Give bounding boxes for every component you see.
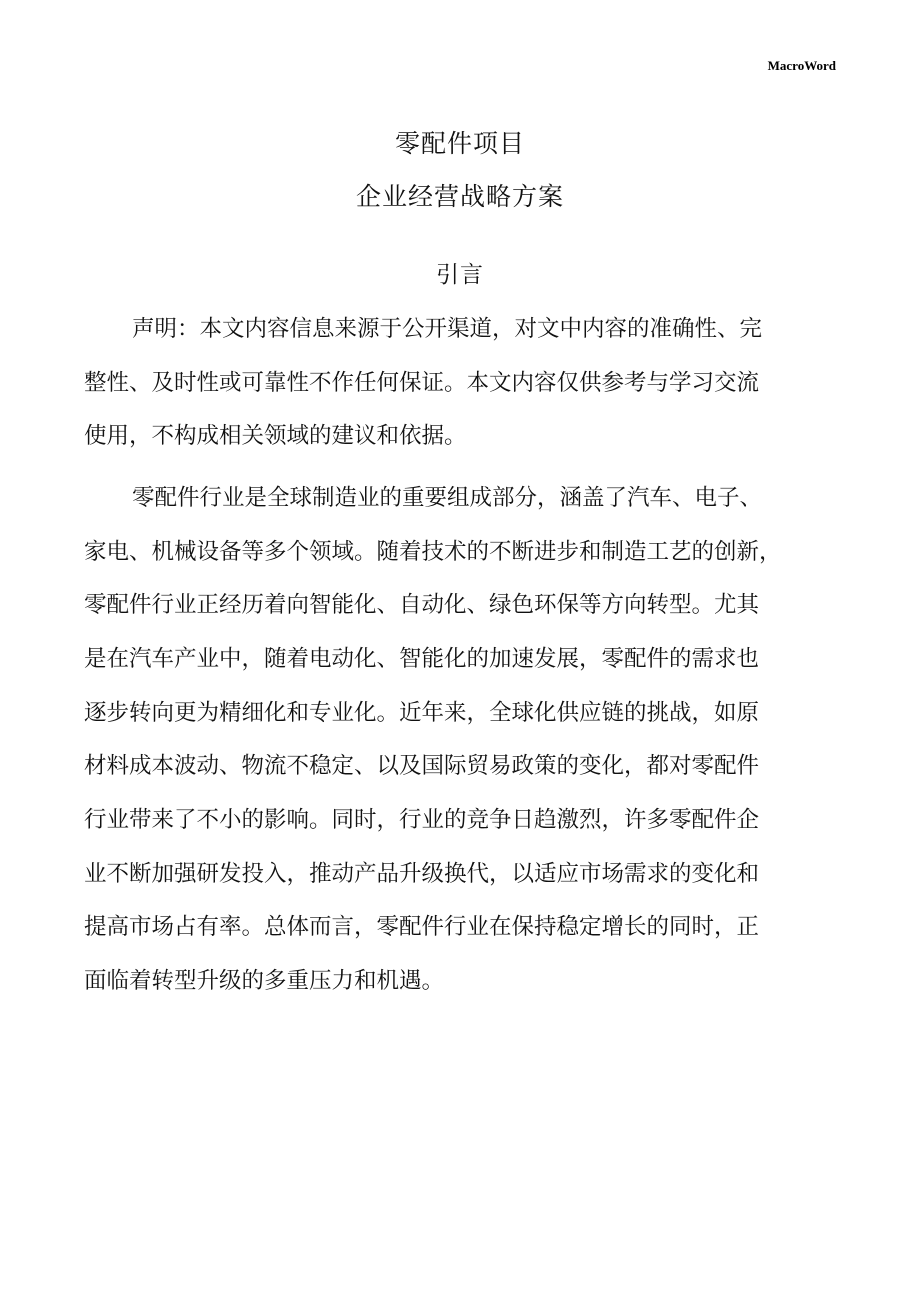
paragraph-1-line: 整性、及时性或可靠性不作任何保证。本文内容仅供参考与学习交流 [84,370,760,396]
section-heading-introduction: 引言 [436,262,484,288]
paragraph-2-line: 零配件行业是全球制造业的重要组成部分，涵盖了汽车、电子、 [132,485,763,511]
paragraph-2-line: 零配件行业正经历着向智能化、自动化、绿色环保等方向转型。尤其 [84,592,760,618]
paragraph-2-line: 逐步转向更为精细化和专业化。近年来，全球化供应链的挑战，如原 [84,700,760,726]
brand-label: MacroWord [767,58,836,73]
paragraph-2-line: 提高市场占有率。总体而言，零配件行业在保持稳定增长的同时，正 [84,914,760,940]
paragraph-2-line: 家电、机械设备等多个领域。随着技术的不断进步和制造工艺的创新， [84,539,782,565]
document-title-line-1: 零配件项目 [394,129,525,158]
document-title-line-2: 企业经营战略方案 [355,182,564,211]
paragraph-2-line: 是在汽车产业中，随着电动化、智能化的加速发展，零配件的需求也 [84,646,760,672]
paragraph-2-line: 面临着转型升级的多重压力和机遇。 [84,968,445,994]
paragraph-1-line: 使用，不构成相关领域的建议和依据。 [84,423,467,449]
paragraph-1-line: 声明：本文内容信息来源于公开渠道，对文中内容的准确性、完 [132,316,763,342]
paragraph-2-line: 材料成本波动、物流不稳定、以及国际贸易政策的变化，都对零配件 [84,753,760,779]
paragraph-2-line: 业不断加强研发投入，推动产品升级换代，以适应市场需求的变化和 [84,861,760,887]
paragraph-2-line: 行业带来了不小的影响。同时，行业的竞争日趋激烈，许多零配件企 [84,807,760,833]
